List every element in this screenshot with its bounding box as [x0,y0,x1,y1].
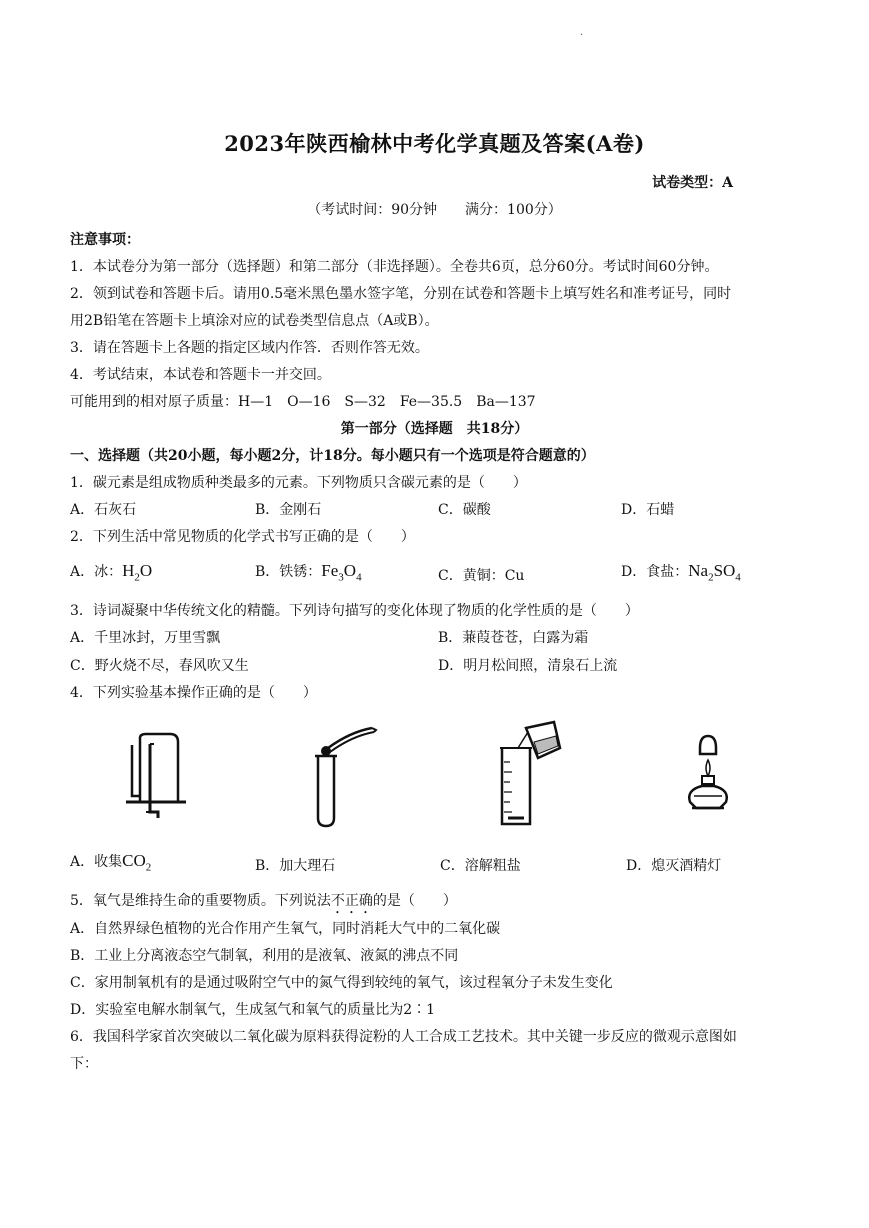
q6-stem-line1: 6．我国科学家首次突破以二氧化碳为原料获得淀粉的人工合成工艺技术。其中关键一步反应的微观示意图如 [70,1029,737,1045]
q2-option-a [70,561,152,583]
q6-stem-line2: 下： [70,1056,98,1072]
page-title: 2023年陕西榆林中考化学真题及答案(A卷) [224,131,645,156]
q2-b-formula: $Fe_3O_4$ [321,561,362,584]
q4-option-a [70,851,151,873]
q4-a-formula: $CO_2$ [122,851,152,874]
note-4: 4．考试结束，本试卷和答题卡一并交回。 [70,367,331,383]
q2-d-label: D．食盐： [621,564,689,580]
q2-option-d [621,561,741,583]
q5-option-c: C．家用制氧机有的是通过吸附空气中的氮气得到较纯的氧气，该过程氧分子未发生变化 [70,975,613,991]
q3-option-c: C．野火烧不尽，春风吹又生 [70,658,249,674]
q4-stem: 4．下列实验基本操作正确的是（ ） [70,685,317,701]
part1-heading: 第一部分（选择题 共18分） [340,421,529,437]
note-2: 2．领到试卷和答题卡后。请用0.5毫米黑色墨水签字笔，分别在试卷和答题卡上填写姓名和准考证号，同时 [70,286,732,302]
q2-a-label: A．冰： [70,564,123,580]
dissolve-salt-figure [490,718,570,833]
q4-option-d: D．熄灭酒精灯 [626,858,722,874]
q2-option-c: C．黄铜：Cu [438,568,525,584]
atomic-masses: 可能用到的相对原子质量：H—1 O—16 S—32 Fe—35.5 Ba—137 [70,394,536,410]
q1-option-b: B．金刚石 [255,502,322,518]
q3-option-d: D．明月松间照，清泉石上流 [438,658,618,674]
marble-addition-figure [300,722,390,832]
q1-option-d: D．石蜡 [621,502,675,518]
q5-stem: 5．氧气是维持生命的重要物质。下列说法不正确的是（ ） [70,893,457,909]
q5-emphasis: 不正确 [330,893,373,909]
q4-option-c: C．溶解粗盐 [440,858,521,874]
q1-option-a: A．石灰石 [70,502,137,518]
exam-meta [0,199,869,219]
q4-option-b: B．加大理石 [255,858,336,874]
gas-collection-figure [118,730,198,825]
exam-time: （考试时间：90分钟 [307,202,438,218]
q3-stem: 3．诗词凝聚中华传统文化的精髓。下列诗句描写的变化体现了物质的化学性质的是（ ） [70,603,639,619]
q1-option-c: C．碳酸 [438,502,491,518]
q2-d-formula: $Na_2SO_4$ [688,561,741,584]
q5-option-b: B．工业上分离液态空气制氧，利用的是液氧、液氮的沸点不同 [70,948,459,964]
q2-stem: 2．下列生活中常见物质的化学式书写正确的是（ ） [70,529,415,545]
alcohol-lamp-figure [680,730,740,820]
note-3: 3．请在答题卡上各题的指定区域内作答．否则作答无效。 [70,340,429,356]
q2-option-b [255,561,362,583]
q1-stem: 1．碳元素是组成物质种类最多的元素。下列物质只含碳元素的是（ ） [70,475,527,491]
q5-option-a: A．自然界绿色植物的光合作用产生氧气，同时消耗大气中的二氧化碳 [70,921,501,937]
section1-heading: 一、选择题（共20小题，每小题2分，计18分。每小题只有一个选项是符合题意的） [70,448,595,464]
exam-type: 试卷类型：A [652,175,733,191]
top-mark: · [580,30,584,41]
q3-option-a: A．千里冰封，万里雪飘 [70,630,221,646]
q2-b-label: B．铁锈： [255,564,322,580]
notes-heading: 注意事项： [70,232,140,248]
note-1: 1．本试卷分为第一部分（选择题）和第二部分（非选择题）。全卷共6页，总分60分。考试时间60分钟。 [70,259,719,275]
q5-option-d: D．实验室电解水制氧气，生成氢气和氧气的质量比为2∶1 [70,1002,436,1018]
q3-option-b: B．蒹葭苍苍，白露为霜 [438,630,589,646]
note-2-cont: 用2B铅笔在答题卡上填涂对应的试卷类型信息点（A或B）。 [70,313,439,329]
q2-a-formula: $H_2O$ [122,561,153,584]
full-score: 满分：100分） [465,202,562,218]
q4-a-label: A．收集 [70,854,123,870]
